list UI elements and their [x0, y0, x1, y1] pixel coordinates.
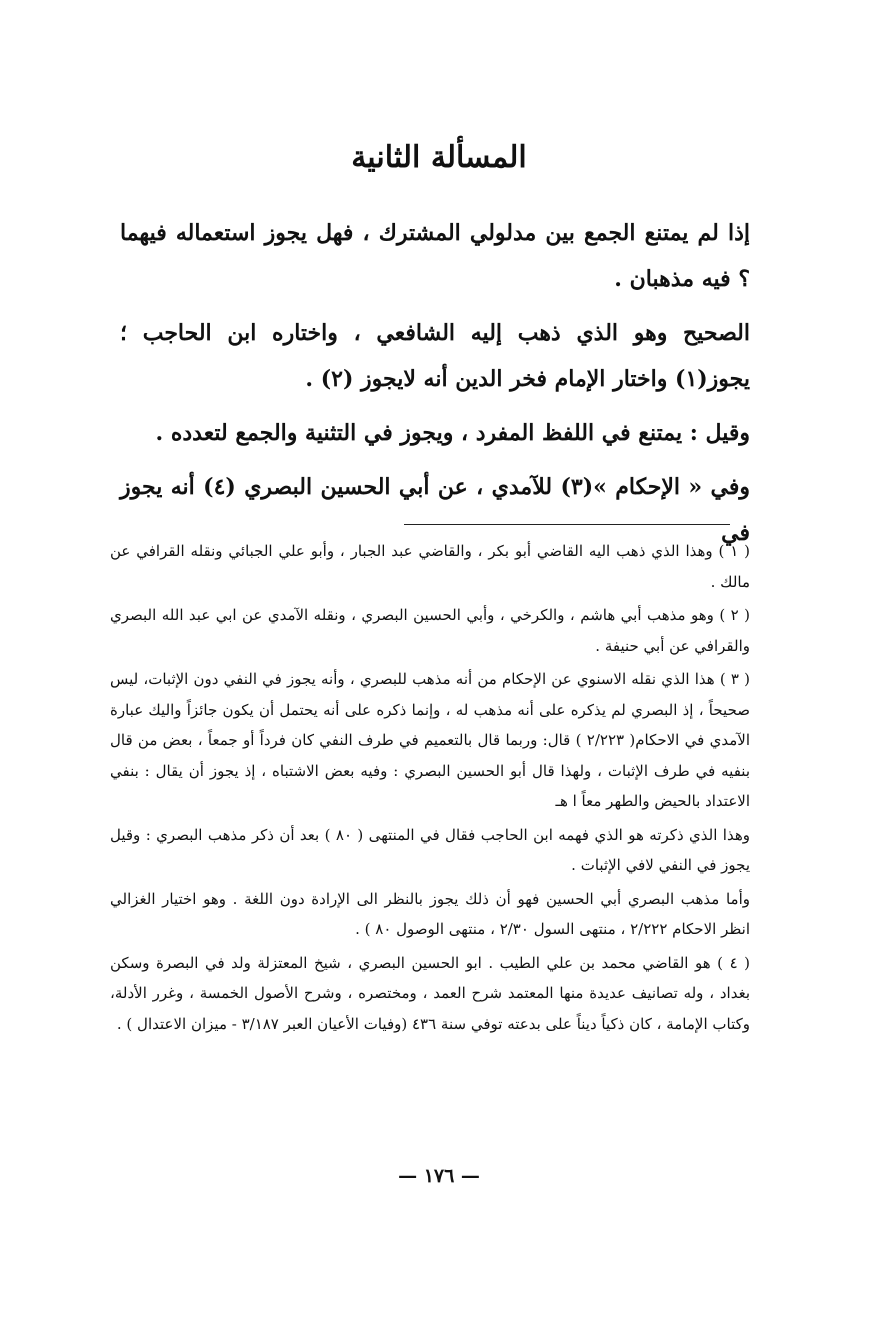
footnote-3: ( ٣ ) هذا الذي نقله الاسنوي عن الإحكام من أنه مذهب للبصري ، وأنه يجوز في النفي دون الإثبات، ليس صحيحاً ، إذ البصري لم يذكره على أنه مذهب له ، وإنما ذكره على أنه يحتمل أن يكون جائزاً واليك عبارة الآمدي في الاحكام( ٢/٢٢٣ ) قال: وربما قال بالتعميم في طرف النفي كان فرداً أو جمعاً ، بعض من قال بنفيه في طرف الإثبات ، ولهذا قال أبو الحسين البصري : وفيه بعض الاشتباه ، إذ يجوز أن يقال : بنفي الاعتداد بالحيض والطهر معاً ا هـ	[110, 670, 751, 810]
footnote-3-continued: وهذا الذي ذكرته هو الذي فهمه ابن الحاجب فقال في المنتهى ( ٨٠ ) بعد أن ذكر مذهب البصري : وقيل يجوز في النفي لافي الإثبات .	[110, 825, 750, 874]
footnote-4: ( ٤ ) هو القاضي محمد بن علي الطيب . ابو الحسين البصري ، شيخ المعتزلة ولد في البصرة وسكن بغداد ، وله تصانيف عديدة منها المعتمد شرح العمد ، ومختصره ، وشرح الأصول الخمسة ، وغرر الأدلة، وكتاب الإمامة ، كان ذكياً ديناً على بدعته توفي سنة ٤٣٦ (وفيات الأعيان العبر ٣/١٨٧ - ميزان الاعتدال ) .	[110, 953, 751, 1033]
footnote-2: ( ٢ ) وهو مذهب أبي هاشم ، والكرخي ، وأبي الحسين البصري ، ونقله الآمدي عن ابي عبد الله البصري والقرافي عن أبي حنيفة .	[110, 606, 750, 655]
footnotes	[110, 536, 750, 1042]
footnote-1: ( ١ ) وهذا الذي ذهب اليه القاضي أبو بكر ، والقاضي عبد الجبار ، وأبو علي الجبائي ونقله القرافي عن مالك .	[110, 542, 750, 591]
paragraph-1: إذا لم يمتنع الجمع بين مدلولي المشترك ، فهل يجوز استعماله فيهما ؟ فيه مذهبان .	[120, 220, 750, 292]
footnote-divider	[404, 524, 730, 525]
page-number: — ١٧٦ —	[398, 1165, 480, 1187]
paragraph-4: وفي « الإحكام »(٣) للآمدي ، عن أبي الحسين البصري (٤) أنه يجوز في	[120, 474, 751, 546]
paragraph-2: الصحيح وهو الذي ذهب إليه الشافعي ، واختاره ابن الحاجب ؛ يجوز(١) واختار الإمام فخر الدين أنه لايجوز (٢) .	[120, 320, 750, 392]
section-title: المسألة الثانية	[351, 140, 527, 175]
paragraph-3: وقيل : يمتنع في اللفظ المفرد ، ويجوز في التثنية والجمع لتعدده .	[155, 420, 750, 446]
main-text	[120, 210, 750, 564]
footnote-3-continued-2: وأما مذهب البصري أبي الحسين فهو أن ذلك يجوز بالنظر الى الإرادة دون اللغة . وهو اختيار الغزالي انظر الاحكام ٢/٢٢٢ ، منتهى السول ٢/٣٠ ، منتهى الوصول ٨٠ ) .	[110, 889, 750, 938]
